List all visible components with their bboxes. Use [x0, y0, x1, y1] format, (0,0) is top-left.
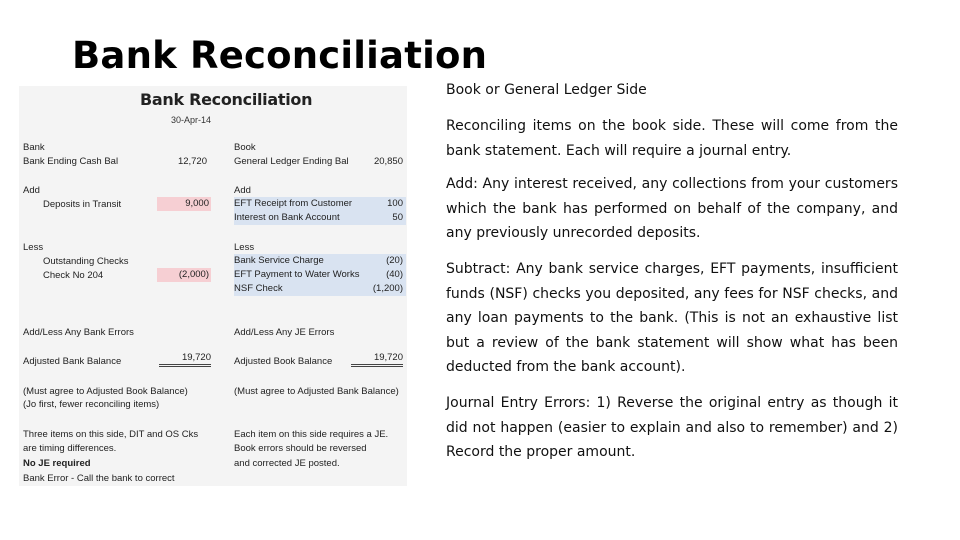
- nsf-check-label: NSF Check: [234, 283, 283, 294]
- deposits-in-transit-value: 9,000: [157, 197, 211, 211]
- deposits-in-transit-label: Deposits in Transit: [43, 199, 122, 210]
- bank-note-agree: (Must agree to Adjusted Book Balance): [23, 386, 188, 397]
- bank-ending-value: 12,720: [177, 156, 207, 167]
- worksheet-title: Bank Reconciliation: [140, 90, 313, 109]
- book-heading: Book: [234, 142, 256, 153]
- eft-payment-label: EFT Payment to Water Works: [234, 269, 360, 280]
- book-note-agree: (Must agree to Adjusted Bank Balance): [234, 386, 399, 397]
- eft-receipt-label: EFT Receipt from Customer: [234, 198, 353, 209]
- nsf-check-value: (1,200): [372, 283, 403, 294]
- paragraph-subtract: Subtract: Any bank service charges, EFT payments, insufficient funds (NSF) checks you deposited, any fees for NSF checks, and any loan payments to the bank. (This is not an exhaustive list but a review of the bank statement will show what has been deducted from the bank account).: [446, 261, 898, 375]
- book-errors-label: Add/Less Any JE Errors: [234, 327, 335, 338]
- book-note-je-3: and corrected JE posted.: [234, 458, 340, 469]
- adjusted-book-balance-value: 19,720: [351, 352, 403, 367]
- book-ending-value: 20,850: [373, 156, 403, 167]
- paragraph-journal-entry-errors: Journal Entry Errors: 1) Reverse the original entry as though it did not happen (easier to explain and also to remember) and 2) Record the proper amount.: [446, 395, 898, 460]
- outstanding-checks-label: Outstanding Checks: [43, 256, 129, 267]
- bank-note-timing-1: Three items on this side, DIT and OS Cks: [23, 429, 199, 440]
- bank-add-heading: Add: [23, 185, 40, 196]
- interest-value: 50: [392, 212, 403, 223]
- reconciliation-worksheet-image: [19, 86, 407, 486]
- bank-less-heading: Less: [23, 242, 44, 253]
- bank-heading: Bank: [23, 142, 45, 153]
- bank-ending-label: Bank Ending Cash Bal: [23, 156, 119, 167]
- check-204-value: (2,000): [157, 268, 211, 282]
- adjusted-bank-balance-value: 19,720: [159, 352, 211, 367]
- service-charge-label: Bank Service Charge: [234, 255, 324, 266]
- adjusted-book-balance-label: Adjusted Book Balance: [234, 356, 333, 367]
- paragraph-reconciling-items: Reconciling items on the book side. These will come from the bank statement. Each will require a journal entry.: [446, 118, 898, 159]
- paragraph-add: Add: Any interest received, any collections from your customers which the bank has performed on behalf of the company, and any previously unrecorded deposits.: [446, 176, 898, 241]
- adjusted-bank-balance-label: Adjusted Bank Balance: [23, 356, 122, 367]
- book-add-heading: Add: [234, 185, 251, 196]
- eft-receipt-value: 100: [387, 198, 403, 209]
- bank-note-first: (Jo first, fewer reconciling items): [23, 399, 160, 410]
- bank-errors-label: Add/Less Any Bank Errors: [23, 327, 134, 338]
- check-204-label: Check No 204: [43, 270, 104, 281]
- book-note-je-1: Each item on this side requires a JE.: [234, 429, 389, 440]
- slide-title: Bank Reconciliation: [72, 34, 488, 77]
- book-note-je-2: Book errors should be reversed: [234, 443, 367, 454]
- eft-payment-value: (40): [386, 269, 403, 280]
- book-less-heading: Less: [234, 242, 255, 253]
- bank-note-timing-2: are timing differences.: [23, 443, 117, 454]
- section-heading: Book or General Ledger Side: [446, 82, 647, 98]
- bank-note-error: Bank Error - Call the bank to correct: [23, 473, 175, 484]
- interest-label: Interest on Bank Account: [234, 212, 340, 223]
- book-ending-label: General Ledger Ending Bal: [234, 156, 349, 167]
- service-charge-value: (20): [386, 255, 403, 266]
- bank-note-no-je: No JE required: [23, 458, 91, 469]
- worksheet-date: 30-Apr-14: [171, 115, 212, 125]
